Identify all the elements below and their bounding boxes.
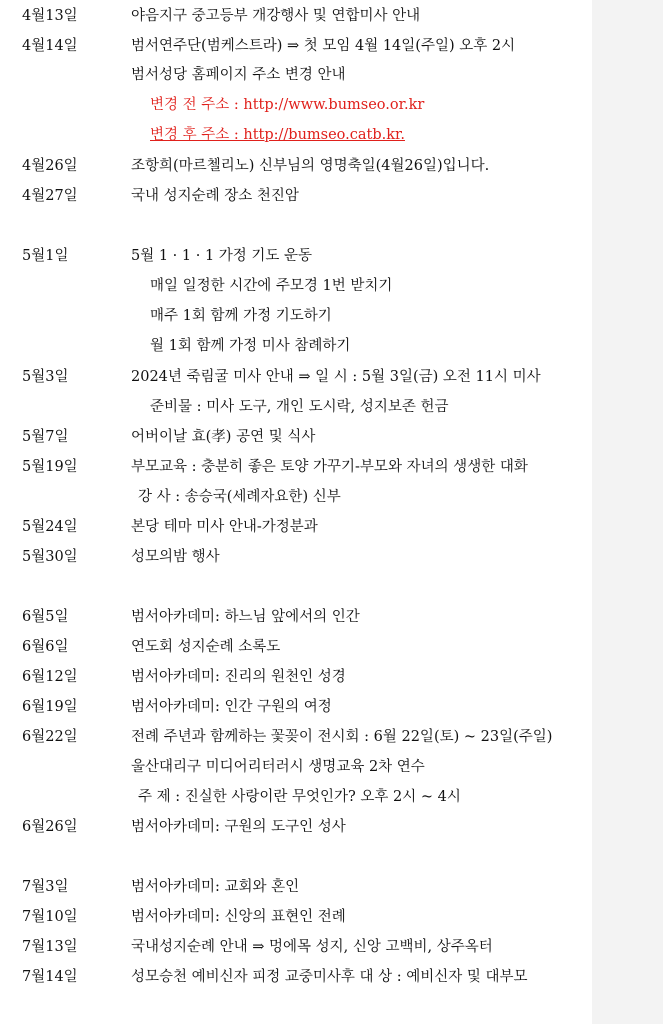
schedule-subline (0, 331, 592, 361)
new-url-link[interactable]: 변경 후 주소 : http://bumseo.catb.kr. (150, 127, 405, 143)
entry-date: 5월24일 (22, 519, 78, 535)
schedule-entry (0, 1, 592, 31)
schedule-entry (0, 662, 592, 692)
entry-text: 국내 성지순례 장소 천진암 (131, 188, 299, 204)
entry-text: 주 제 : 진실한 사랑이란 무엇인가? 오후 2시 ~ 4시 (138, 789, 461, 805)
entry-date: 5월30일 (22, 549, 78, 565)
schedule-entry (0, 602, 592, 632)
schedule-subline (0, 482, 592, 512)
entry-text: 국내성지순례 안내 ⇒ 멍에목 성지, 신앙 고백비, 상주옥터 (131, 939, 493, 955)
entry-text: 2024년 죽림굴 미사 안내 ⇒ 일 시 : 5월 3일(금) 오전 11시 미사 (131, 369, 541, 385)
entry-text: 준비물 : 미사 도구, 개인 도시락, 성지보존 헌금 (150, 399, 449, 415)
entry-date: 7월3일 (22, 879, 69, 895)
schedule-entry (0, 422, 592, 452)
entry-text: 범서아카데미: 구원의 도구인 성사 (131, 819, 346, 835)
entry-date: 4월14일 (22, 38, 78, 54)
entry-text: 야음지구 중고등부 개강행사 및 연합미사 안내 (131, 8, 421, 24)
entry-text: 범서아카데미: 인간 구원의 여정 (131, 699, 332, 715)
entry-text: 성모승천 예비신자 피정 교중미사후 대 상 : 예비신자 및 대부모 (131, 969, 528, 985)
entry-text: 매일 일정한 시간에 주모경 1번 받치기 (150, 278, 393, 294)
entry-date: 6월5일 (22, 609, 69, 625)
entry-date: 7월14일 (22, 969, 78, 985)
schedule-entry (0, 60, 592, 90)
entry-date: 7월13일 (22, 939, 78, 955)
schedule-subline (0, 782, 592, 812)
entry-text: 부모교육 : 충분히 좋은 토양 가꾸기-부모와 자녀의 생생한 대화 (131, 459, 528, 475)
entry-text: 울산대리구 미디어리터러시 생명교육 2차 연수 (131, 759, 425, 775)
entry-date: 5월7일 (22, 429, 69, 445)
schedule-entry (0, 31, 592, 61)
old-url-text: 변경 전 주소 : http://www.bumseo.or.kr (150, 97, 425, 113)
schedule-subline (0, 301, 592, 331)
schedule-subline (0, 392, 592, 422)
entry-text: 어버이날 효(孝) 공연 및 식사 (131, 429, 316, 445)
entry-date: 6월22일 (22, 729, 78, 745)
entry-text: 5월 1 · 1 · 1 가정 기도 운동 (131, 248, 313, 264)
entry-text: 범서연주단(범케스트라) ⇒ 첫 모임 4월 14일(주일) 오후 2시 (131, 38, 516, 54)
entry-date: 5월1일 (22, 248, 69, 264)
new-url-line (0, 120, 592, 150)
entry-text: 범서아카데미: 하느님 앞에서의 인간 (131, 609, 360, 625)
schedule-entry (0, 722, 592, 752)
entry-text: 성모의밤 행사 (131, 549, 220, 565)
entry-text: 범서아카데미: 진리의 원천인 성경 (131, 669, 346, 685)
schedule-entry (0, 692, 592, 722)
entry-date: 5월3일 (22, 369, 69, 385)
entry-date: 6월6일 (22, 639, 69, 655)
schedule-entry (0, 362, 592, 392)
schedule-entry (0, 181, 592, 211)
entry-text: 범서성당 홈페이지 주소 변경 안내 (131, 67, 346, 83)
schedule-entry (0, 241, 592, 271)
entry-date: 4월13일 (22, 8, 78, 24)
schedule-entry (0, 151, 592, 181)
entry-date: 6월19일 (22, 699, 78, 715)
entry-text: 매주 1회 함께 가정 기도하기 (150, 308, 332, 324)
entry-text: 연도회 성지순례 소록도 (131, 639, 281, 655)
entry-text: 전례 주년과 함께하는 꽃꽂이 전시회 : 6월 22일(토) ~ 23일(주일) (131, 729, 553, 745)
schedule-subline (0, 752, 592, 782)
entry-text: 범서아카데미: 신앙의 표현인 전례 (131, 909, 346, 925)
entry-text: 범서아카데미: 교회와 혼인 (131, 879, 300, 895)
schedule-entry (0, 932, 592, 962)
entry-date: 6월26일 (22, 819, 78, 835)
entry-date: 7월10일 (22, 909, 78, 925)
schedule-entry (0, 962, 592, 992)
entry-date: 6월12일 (22, 669, 78, 685)
entry-text: 본당 테마 미사 안내-가정분과 (131, 519, 318, 535)
schedule-entry (0, 452, 592, 482)
entry-date: 4월26일 (22, 158, 78, 174)
schedule-entry (0, 632, 592, 662)
schedule-entry (0, 542, 592, 572)
schedule-entry (0, 512, 592, 542)
old-url-line (0, 90, 592, 120)
entry-date: 5월19일 (22, 459, 78, 475)
schedule-entry (0, 872, 592, 902)
entry-date: 4월27일 (22, 188, 78, 204)
schedule-subline (0, 271, 592, 301)
entry-text: 강 사 : 송승국(세례자요한) 신부 (138, 489, 341, 505)
entry-text: 조항희(마르첼리노) 신부님의 영명축일(4월26일)입니다. (131, 158, 490, 174)
schedule-entry (0, 902, 592, 932)
entry-text: 월 1회 함께 가정 미사 참례하기 (150, 338, 351, 354)
schedule-entry (0, 812, 592, 842)
